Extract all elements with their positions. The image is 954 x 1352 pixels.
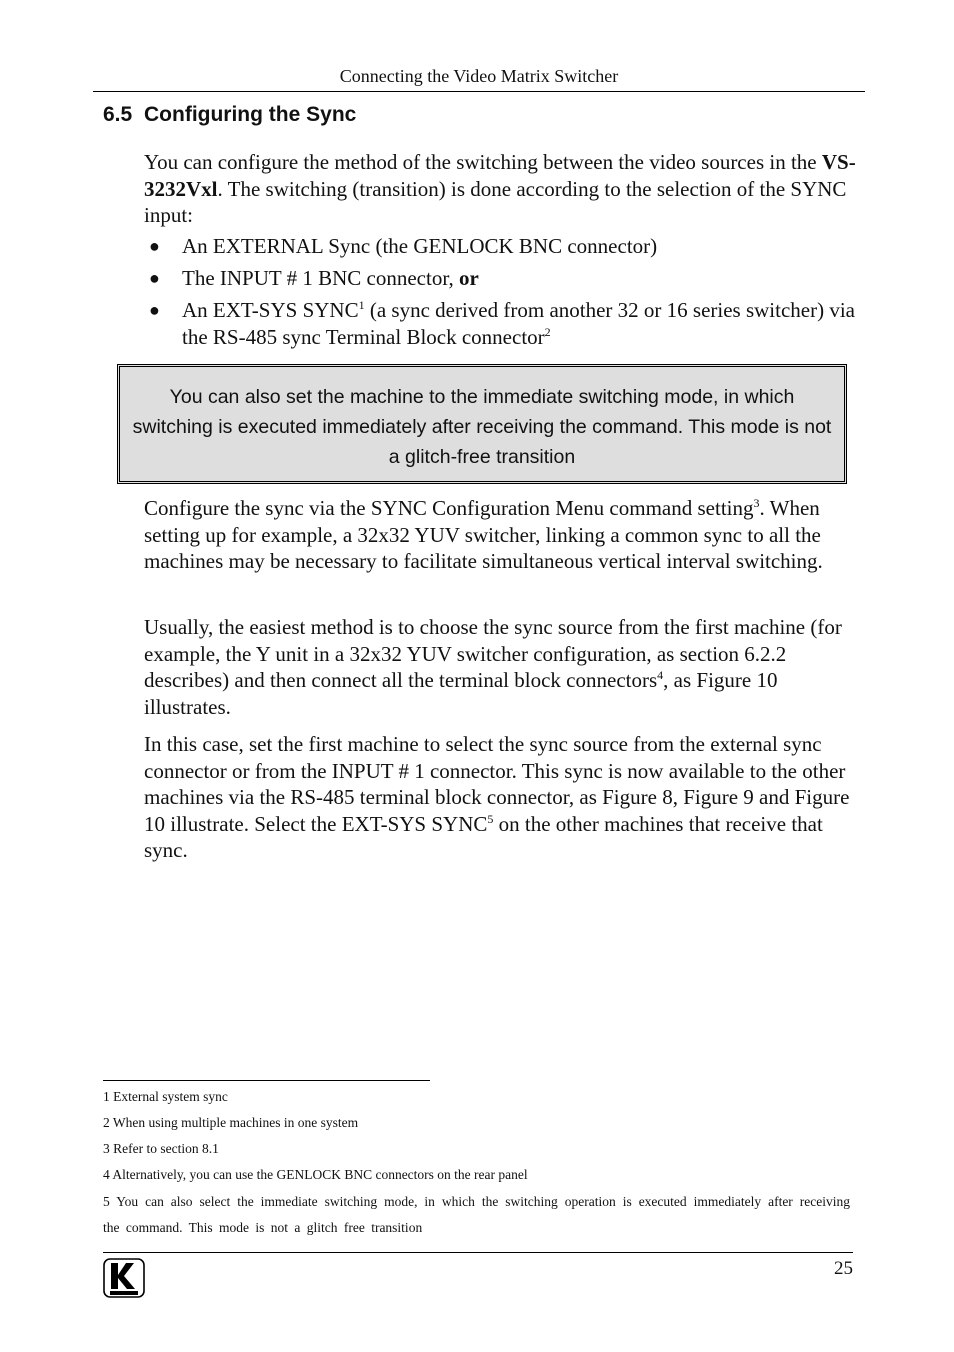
footnote-ref: 5	[487, 811, 494, 826]
intro-paragraph	[144, 149, 860, 229]
product-name: VS-3232Vxl	[144, 150, 856, 201]
note-text: You can also set the machine to the immediate switching mode, in which switching is executed immediately after receiving the command. This mode is not a glitch-free transition	[132, 386, 832, 468]
footnote-ref: 2	[544, 324, 551, 339]
list-item-text-main: The INPUT # 1 BNC connector,	[182, 266, 459, 290]
paragraph-sync-source	[144, 614, 860, 720]
running-header: Connecting the Video Matrix Switcher	[339, 66, 619, 86]
kramer-logo-icon	[103, 1258, 145, 1298]
paragraph-text: . When setting up for example, a 32x32 YUV switcher, linking a common sync to all the machines may be necessary to facilitate simultaneous vertical interval switching.	[144, 496, 823, 573]
bullet-icon: ●	[149, 268, 160, 288]
section-heading	[103, 103, 356, 127]
paragraph-sync-config	[144, 495, 860, 575]
paragraph-text: Configure the sync via the SYNC Configuration Menu command setting	[144, 496, 754, 520]
footnote-divider	[103, 1080, 430, 1081]
footer-divider	[103, 1252, 853, 1253]
header-divider	[93, 91, 865, 92]
paragraph-text: on the other machines that receive that sync.	[144, 811, 823, 862]
list-item-bold: or	[458, 266, 479, 290]
bullet-icon: ●	[149, 236, 160, 256]
list-item-text	[144, 265, 860, 292]
paragraph-text: Usually, the easiest method is to choose the sync source from the first machine (for example, the Y unit in a 32x32 YUV switcher configuration, as section 6.2.2 describes) and then connect all the terminal block connectors	[144, 615, 842, 692]
footnote: 5 You can also select the immediate switching mode, in which the switching operation is executed immediately after receiving the command. This mode is not a glitch free transition	[103, 1194, 850, 1235]
page-number: 25	[834, 1258, 853, 1279]
list-item-text	[144, 297, 860, 350]
list-item-text: An EXTERNAL Sync (the GENLOCK BNC connector)	[182, 234, 658, 258]
section-number: 6.5	[103, 103, 133, 126]
intro-text-start: You can configure the method of the switching between the video sources in the	[144, 150, 822, 174]
footnote: 2 When using multiple machines in one system	[103, 1115, 359, 1130]
intro-text-end: . The switching (transition) is done according to the selection of the SYNC input:	[144, 176, 847, 227]
list-item	[144, 297, 860, 350]
list-item	[144, 265, 860, 292]
footnote-ref: 4	[657, 668, 664, 682]
bullet-icon: ●	[149, 300, 160, 320]
list-item-text-start: An EXT-SYS SYNC	[182, 298, 359, 322]
kramer-logo	[103, 1258, 145, 1298]
footnote: 4 Alternatively, you can use the GENLOCK BNC connectors on the rear panel	[103, 1167, 528, 1182]
footnote-ref: 3	[753, 496, 760, 510]
note-box	[117, 364, 847, 484]
footnote-ref: 1	[358, 298, 365, 312]
footnote: 1 External system sync	[103, 1089, 228, 1104]
paragraph-ext-sync	[144, 731, 860, 864]
paragraph-text: , as Figure 10 illustrates.	[144, 668, 778, 719]
paragraph-text: In this case, set the first machine to select the sync source from the external sync connector or from the INPUT # 1 connector. This sync is now available to the other machines via the RS-485 terminal block connector, as Figure 8, Figure 9 and Figure 10 illustrate. Select the EXT-SYS SYNC	[144, 732, 850, 836]
section-title: Configuring the Sync	[144, 103, 357, 126]
list-item	[144, 233, 860, 260]
list-item-text-end: (a sync derived from another 32 or 16 series switcher) via the RS-485 sync Terminal Block connector	[182, 298, 856, 349]
footnote: 3 Refer to section 8.1	[103, 1141, 219, 1156]
